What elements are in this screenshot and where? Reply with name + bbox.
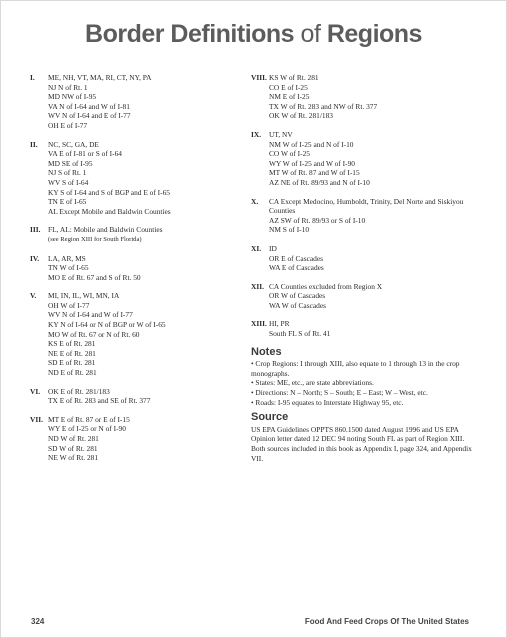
region-border-line: MD NW of I-95 [48, 92, 97, 102]
region-header [30, 387, 230, 397]
region-block [30, 140, 230, 217]
region-border-line: KY S of I-64 and S of BGP and E of I-65 [48, 187, 170, 197]
region-block [30, 291, 230, 377]
region-border-line: KS E of Rt. 281 [48, 339, 96, 349]
right-column [251, 73, 476, 463]
region-border-line: NE W of Rt. 281 [48, 453, 99, 463]
region-border-line: NM W of I-25 and N of I-10 [269, 139, 354, 149]
region-border-line: AL Except Mobile and Baldwin Counties [48, 206, 171, 216]
region-border-line: CO E of I-25 [269, 82, 308, 92]
region-block [30, 225, 230, 244]
region-border-line: NJ N of Rt. 1 [48, 82, 88, 92]
region-number: XII. [251, 281, 264, 291]
region-border-line: VA E of I-81 or S of I-64 [48, 149, 122, 159]
notes-heading: Notes [251, 345, 282, 358]
region-border-line: WY E of I-25 or N of I-90 [48, 424, 126, 434]
region-border-line: ND E of Rt. 281 [48, 368, 97, 378]
region-border-line: WV N of I-64 and E of I-77 [48, 111, 131, 121]
region-header [251, 130, 476, 140]
region-border-line: VA N of I-64 and W of I-81 [48, 101, 130, 111]
region-states: CA Except Medocino, Humboldt, Trinity, Del Norte and Siskiyou Counties [269, 196, 464, 216]
region-block [251, 73, 476, 121]
region-border-line: ND W of Rt. 281 [48, 434, 99, 443]
region-header [251, 319, 476, 329]
region-border-line: NM S of I-10 [269, 225, 310, 235]
region-block [30, 73, 230, 131]
region-block [251, 130, 476, 188]
region-number: VI. [30, 386, 41, 396]
region-states: MI, IN, IL, WI, MN, IA [48, 291, 120, 301]
region-border-line: AZ NE of Rt. 89/93 and N of I-10 [269, 177, 370, 187]
note-item: • Roads: I-95 equates to Interstate Highway 95, etc. [251, 397, 404, 407]
region-states: FL, AL: Mobile and Baldwin Counties [48, 225, 163, 235]
notes-section [251, 345, 476, 408]
region-border-line: MD SE of I-95 [48, 158, 93, 168]
left-column [30, 73, 230, 472]
title-bold: Border Definitions [85, 20, 295, 48]
region-border-line: NJ S of Rt. 1 [48, 168, 87, 178]
region-number: VII. [30, 414, 43, 424]
region-border-line: MO W of Rt. 67 or N of Rt. 60 [48, 329, 140, 339]
region-number: IX. [251, 129, 262, 139]
region-header [251, 244, 476, 254]
book-title: Food And Feed Crops Of The United States [304, 617, 469, 626]
region-border-line: WV N of I-64 and W of I-77 [48, 310, 133, 320]
region-number: X. [251, 196, 259, 206]
region-states: OK E of Rt. 281/183 [48, 386, 110, 396]
region-border-line: TN W of I-65 [48, 263, 89, 273]
note-item: • Crop Regions: I through XIII, also equate to 1 through 13 in the crop monographs. [251, 359, 460, 378]
region-border-line: TN E of I-65 [48, 197, 87, 207]
region-border-line: (see Region XIII for South Florida) [48, 235, 142, 243]
region-states: MT E of Rt. 87 or E of I-15 [48, 414, 130, 424]
note-item: • Directions: N – North; S – South; E – East; W – West, etc. [251, 388, 428, 398]
region-border-line: TX E of Rt. 283 and SE of Rt. 377 [48, 396, 151, 406]
region-border-line: TX W of Rt. 283 and NW of Rt. 377 [269, 101, 378, 111]
region-number: XI. [251, 243, 262, 253]
region-states: UT, NV [269, 129, 293, 139]
region-header [30, 415, 230, 425]
region-border-line: SD W of Rt. 281 [48, 443, 98, 453]
region-number: I. [30, 73, 35, 82]
region-border-line: WY W of I-25 and W of I-90 [269, 158, 355, 168]
region-header [30, 73, 230, 83]
region-states: HI, PR [269, 319, 290, 329]
region-border-line: NE E of Rt. 281 [48, 348, 96, 358]
notes-list [251, 359, 476, 407]
region-number: IV. [30, 253, 40, 263]
region-header [251, 73, 476, 83]
region-border-line: CO W of I-25 [269, 149, 310, 159]
region-states: NC, SC, GA, DE [48, 139, 99, 149]
region-header [30, 140, 230, 150]
region-states: ME, NH, VT, MA, RI, CT, NY, PA [48, 73, 152, 82]
page-title [0, 20, 507, 49]
title-regions: Regions [326, 20, 422, 48]
region-header [30, 254, 230, 264]
region-border-line: AZ SW of Rt. 89/93 or S of I-10 [269, 215, 366, 225]
region-border-line: South FL S of Rt. 41 [269, 329, 331, 339]
region-block [251, 319, 476, 338]
region-states: ID [269, 243, 277, 253]
region-block [251, 282, 476, 311]
region-block [30, 387, 230, 406]
region-border-line: OH E of I-77 [48, 120, 88, 130]
region-number: XIII. [251, 319, 267, 329]
region-header [30, 225, 230, 235]
source-section [251, 413, 476, 463]
region-block [30, 415, 230, 463]
region-number: VIII. [251, 73, 267, 82]
region-states: CA Counties excluded from Region X [269, 281, 383, 291]
region-block [251, 197, 476, 235]
region-border-line: KY N of I-64 or N of BGP or W of I-65 [48, 320, 166, 330]
region-border-line: OR W of Cascades [269, 291, 326, 301]
region-number: V. [30, 291, 37, 301]
right-regions [251, 73, 476, 339]
region-number: III. [30, 225, 41, 235]
region-border-line: OH W of I-77 [48, 300, 90, 310]
region-border-line: SD E of Rt. 281 [48, 358, 96, 368]
region-border-line: MT W of Rt. 87 and W of I-15 [269, 168, 360, 178]
region-block [251, 244, 476, 273]
source-heading: Source [251, 411, 289, 424]
region-header [251, 282, 476, 292]
region-border-line: OK W of Rt. 281/183 [269, 111, 333, 121]
region-header [251, 197, 476, 216]
region-header [30, 291, 230, 301]
region-border-line: OR E of Cascades [269, 253, 323, 263]
source-text: US EPA Guidelines OPPTS 860.1500 dated August 1996 and US EPA Opinion letter dated 12 DEC 94 noting South FL as part of Region XIII. Both sources included in this book as Appendix I, page 324, and Appendix VII. [251, 424, 472, 463]
title-of: of [294, 20, 327, 48]
note-item: • States: ME, etc., are state abbreviations. [251, 378, 374, 388]
region-border-line: WA W of Cascades [269, 300, 326, 310]
region-border-line: MO E of Rt. 67 and S of Rt. 50 [48, 272, 141, 282]
page-number: 324 [31, 617, 45, 626]
region-border-line: WA E of Cascades [269, 263, 324, 273]
region-states: LA, AR, MS [48, 253, 86, 263]
region-states: KS W of Rt. 281 [269, 73, 319, 82]
region-border-line: WV S of I-64 [48, 177, 89, 187]
region-border-line: NM E of I-25 [269, 92, 310, 102]
region-number: II. [30, 139, 38, 149]
region-block [30, 254, 230, 283]
